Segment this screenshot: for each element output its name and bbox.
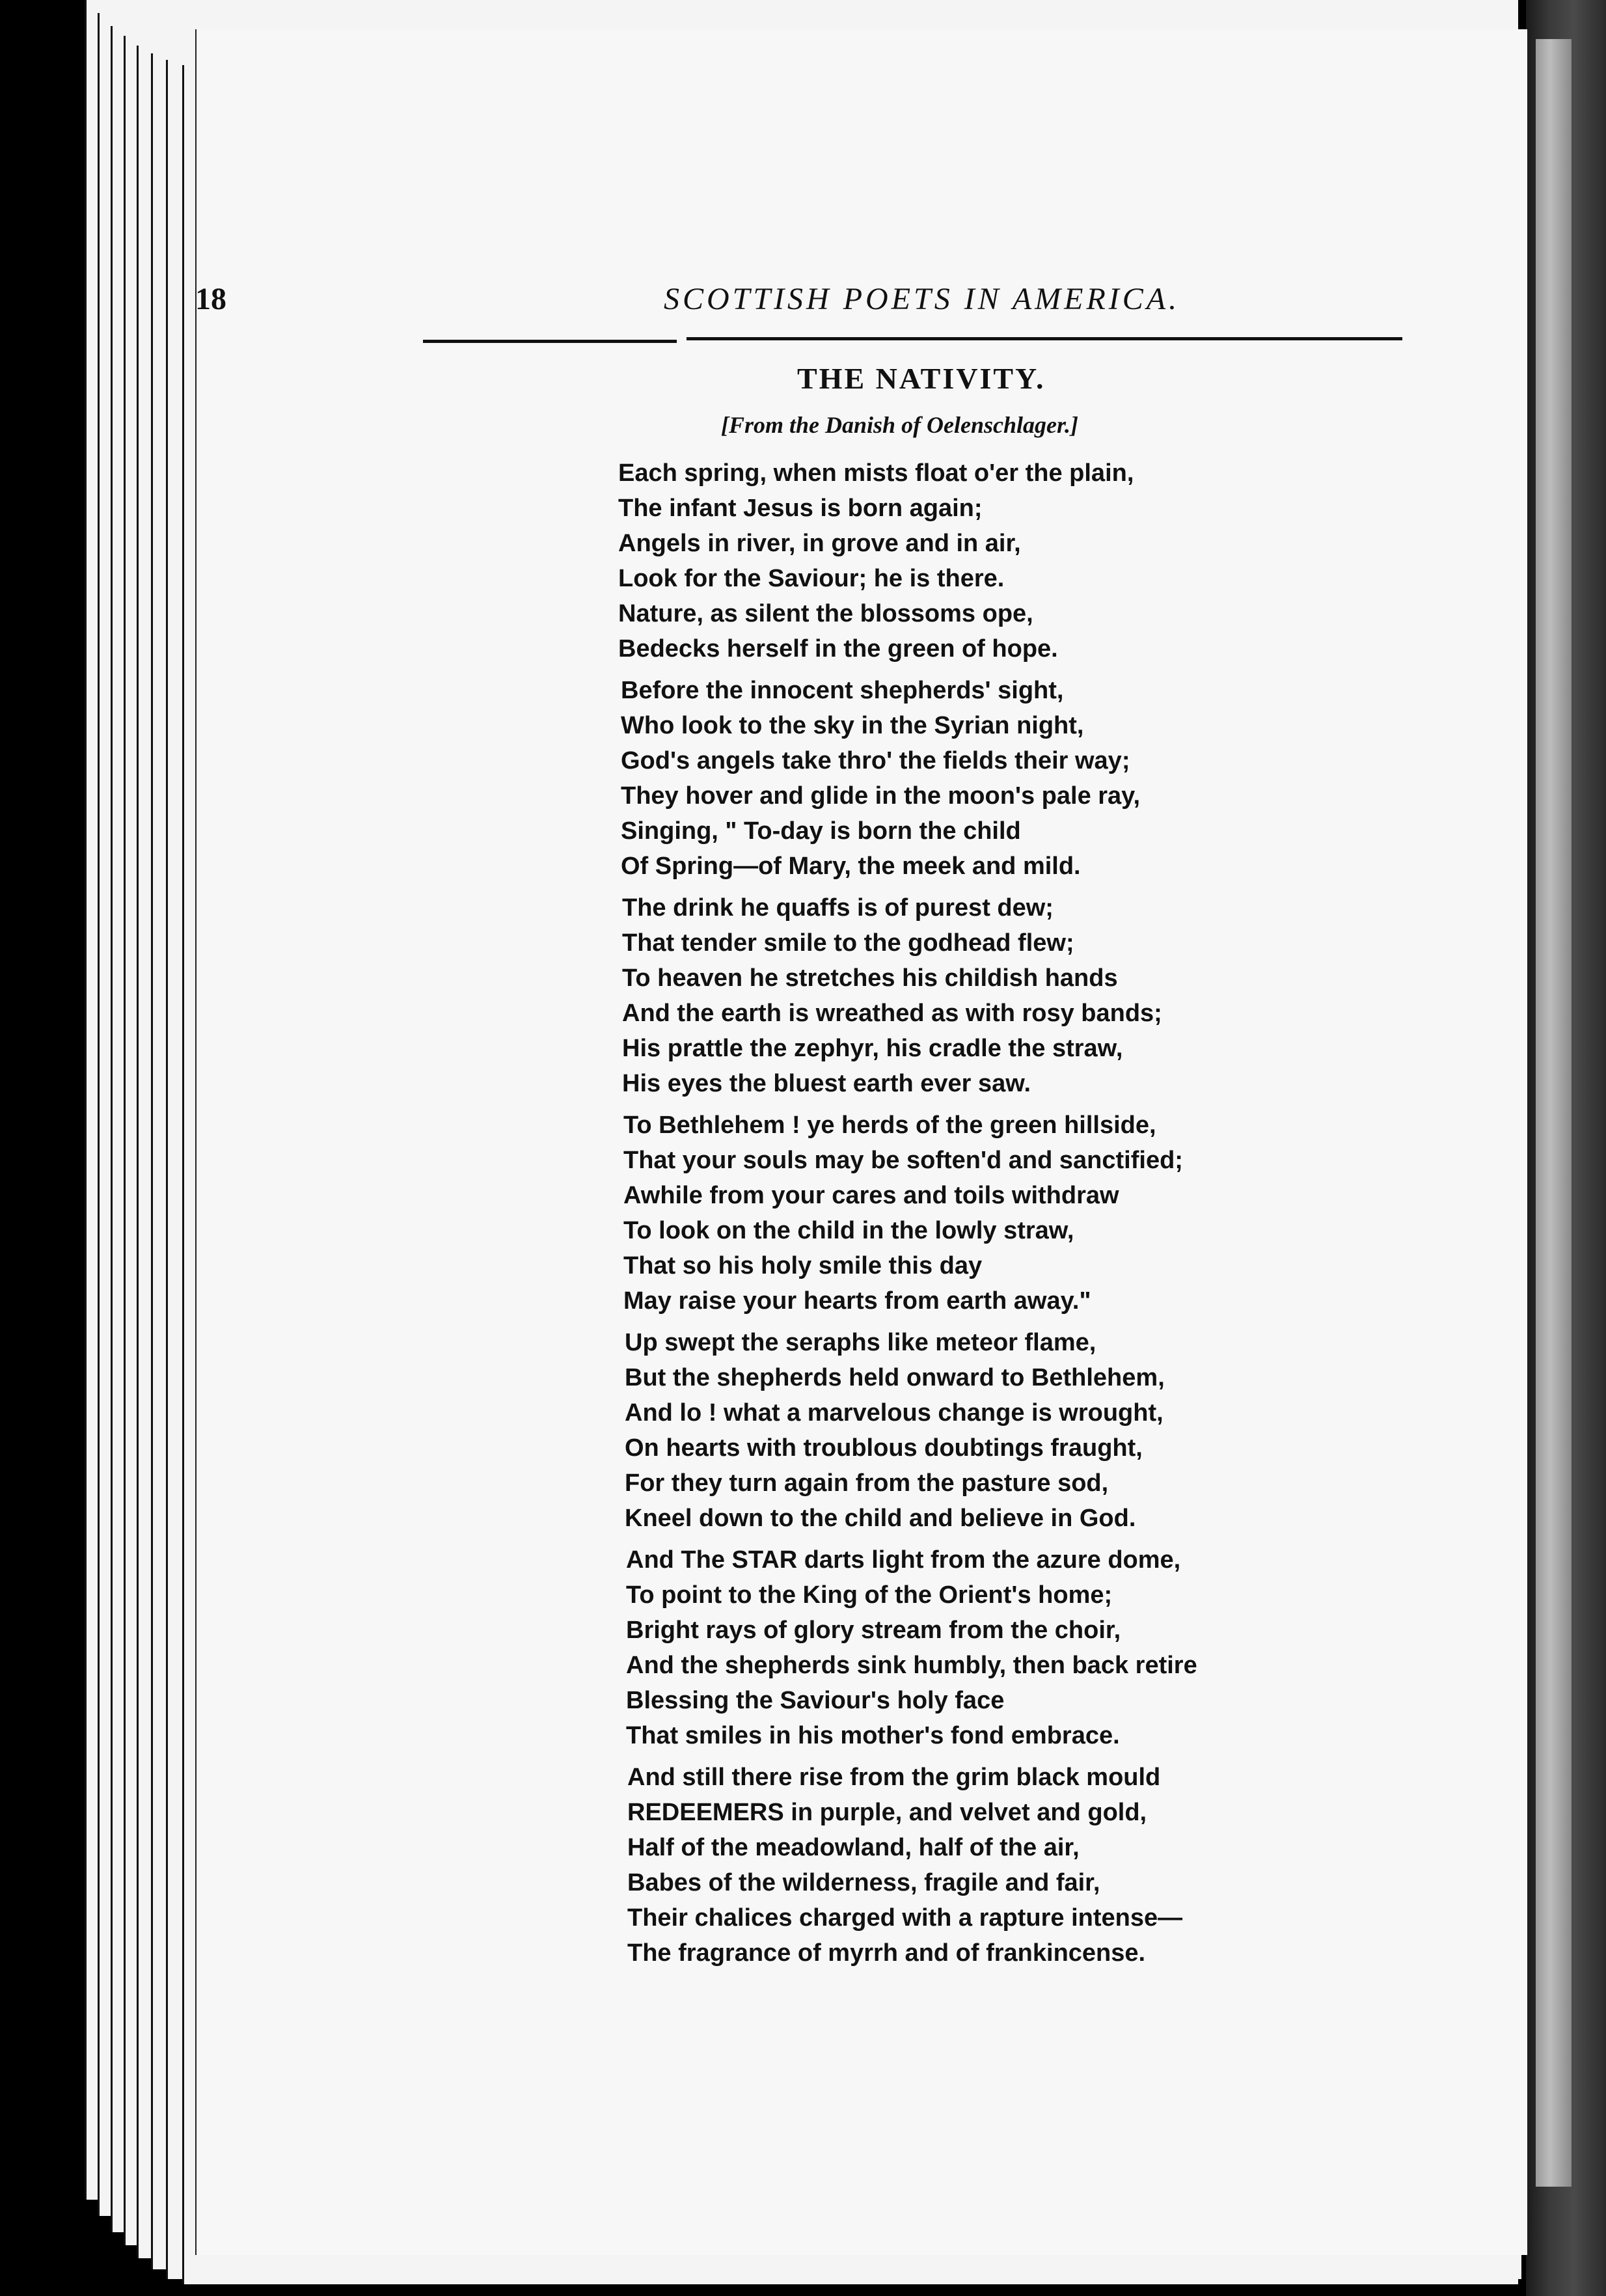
poem-line: The drink he quaffs is of purest dew;: [622, 894, 1054, 922]
poem-line: On hearts with troublous doubtings fraught,: [625, 1434, 1143, 1462]
stanza: [618, 1542, 1399, 1753]
poem-line: To Bethlehem ! ye herds of the green hillside,: [623, 1112, 1156, 1139]
poem-line: Half of the meadowland, half of the air,: [627, 1834, 1080, 1861]
poem-line: Up swept the seraphs like meteor flame,: [625, 1329, 1096, 1356]
poem-line: REDEEMERS in purple, and velvet and gold,: [627, 1799, 1147, 1826]
stanza: [618, 1325, 1399, 1536]
poem-line: Each spring, when mists float o'er the plain,: [618, 459, 1134, 487]
poem-line: And lo ! what a marvelous change is wrought,: [625, 1399, 1164, 1427]
poem-line: Kneel down to the child and believe in God.: [625, 1505, 1136, 1532]
stanza: [618, 456, 1399, 666]
poem-attribution: [From the Danish of Oelenschlager.]: [721, 412, 1079, 438]
stanza: [618, 890, 1399, 1101]
header-rule-left: [423, 340, 677, 343]
poem-line: Bright rays of glory stream from the choir,: [626, 1617, 1121, 1644]
poem-line: Angels in river, in grove and in air,: [618, 530, 1021, 557]
poem-line: Of Spring—of Mary, the meek and mild.: [621, 853, 1081, 880]
stanza: [618, 1760, 1399, 1971]
poem-line: The fragrance of myrrh and of frankincense.: [627, 1939, 1146, 1967]
poem-line: Blessing the Saviour's holy face: [626, 1687, 1005, 1714]
poem-line: Before the innocent shepherds' sight,: [621, 677, 1064, 704]
poem-line: Bedecks herself in the green of hope.: [618, 635, 1058, 663]
poem-line: May raise your hearts from earth away.": [623, 1287, 1091, 1315]
poem-line: But the shepherds held onward to Bethlehem,: [625, 1364, 1165, 1391]
poem-line: Look for the Saviour; he is there.: [618, 565, 1005, 592]
poem-body: [618, 456, 1399, 1977]
poem-line: To heaven he stretches his childish hands: [622, 964, 1118, 992]
poem-line: Who look to the sky in the Syrian night,: [621, 712, 1084, 739]
poem-line: That smiles in his mother's fond embrace.: [626, 1722, 1120, 1749]
poem-line: And the shepherds sink humbly, then back retire: [626, 1652, 1197, 1679]
poem-line: And The STAR darts light from the azure dome,: [626, 1546, 1181, 1574]
page-number: 18: [195, 282, 226, 316]
poem-line: Singing, " To-day is born the child: [621, 817, 1021, 845]
poem-line: Babes of the wilderness, fragile and fair,: [627, 1869, 1100, 1896]
poem-line: That your souls may be soften'd and sanctified;: [623, 1147, 1183, 1174]
poem-line: Their chalices charged with a rapture intense—: [627, 1904, 1183, 1932]
poem-line: To point to the King of the Orient's home;: [626, 1581, 1113, 1609]
poem-line: That tender smile to the godhead flew;: [622, 929, 1074, 957]
poem-line: They hover and glide in the moon's pale ray,: [621, 782, 1141, 810]
poem-line: Nature, as silent the blossoms ope,: [618, 600, 1033, 627]
poem-line: God's angels take thro' the fields their way;: [621, 747, 1130, 774]
poem-title: THE NATIVITY.: [797, 362, 1046, 395]
poem-line: His eyes the bluest earth ever saw.: [622, 1070, 1031, 1097]
facing-page-edge: [1536, 39, 1572, 2187]
header-rule-right: [687, 337, 1402, 340]
stanza: [618, 673, 1399, 884]
running-head: SCOTTISH POETS IN AMERICA.: [664, 282, 1180, 316]
poem-line: And the earth is wreathed as with rosy bands;: [622, 1000, 1162, 1027]
poem-line: His prattle the zephyr, his cradle the straw,: [622, 1035, 1123, 1062]
poem-line: Awhile from your cares and toils withdraw: [623, 1182, 1119, 1209]
poem-line: For they turn again from the pasture sod,: [625, 1469, 1109, 1497]
poem-line: And still there rise from the grim black mould: [627, 1764, 1161, 1791]
stanza: [618, 1108, 1399, 1319]
poem-line: To look on the child in the lowly straw,: [623, 1217, 1074, 1244]
poem-line: The infant Jesus is born again;: [618, 495, 983, 522]
poem-line: That so his holy smile this day: [623, 1252, 983, 1279]
